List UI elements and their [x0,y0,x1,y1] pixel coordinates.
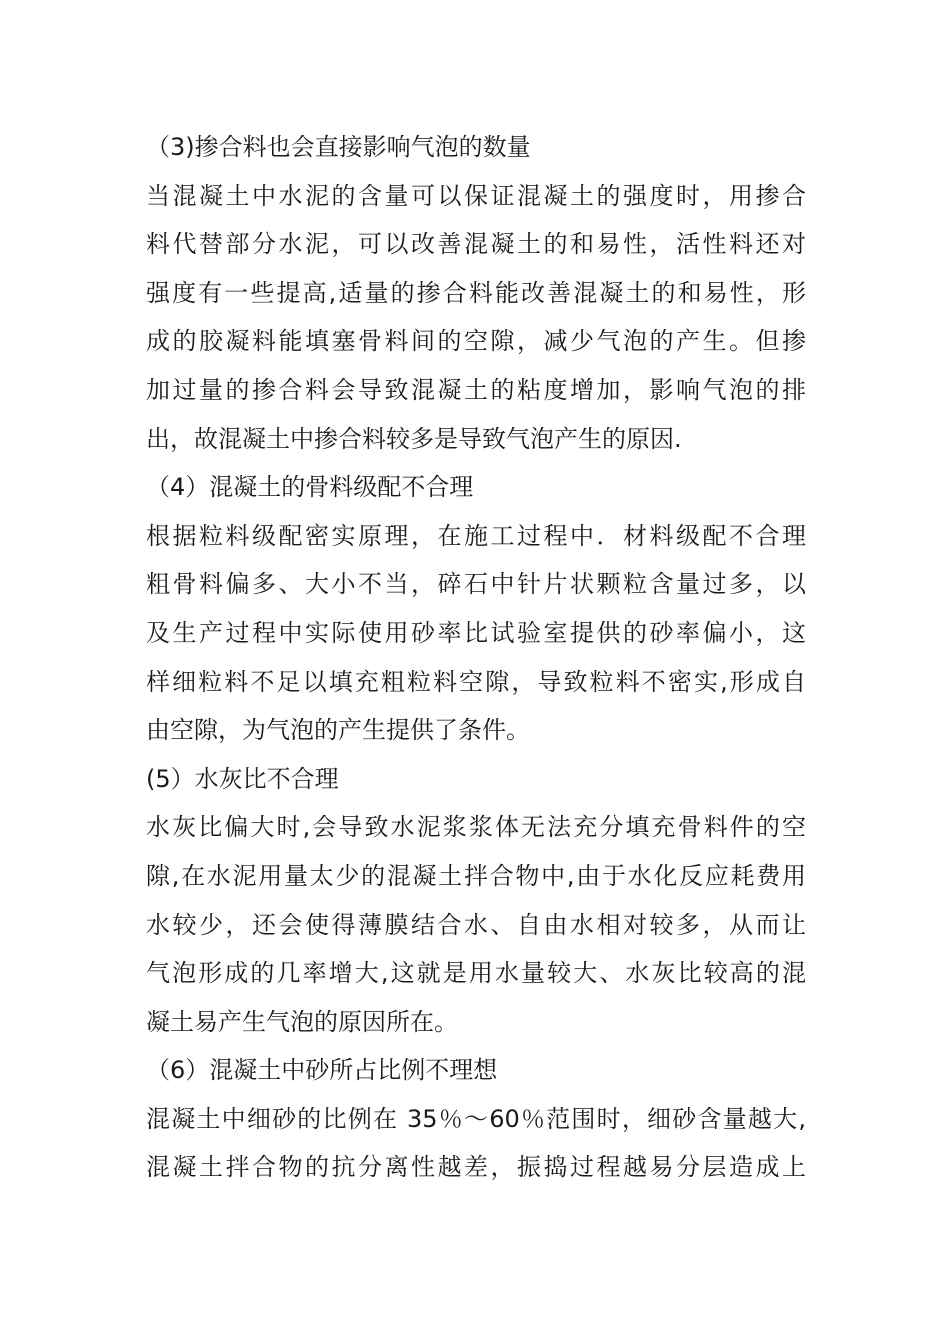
section-heading: (5）水灰比不合理 [146,764,339,793]
paragraph-line: 由空隙，为气泡的产生提供了条件。 [146,716,530,745]
paragraph-line: 当混凝土中水泥的含量可以保证混凝土的强度时，用掺合 [146,181,806,210]
paragraph-line: 料代替部分水泥，可以改善混凝土的和易性，活性料还对 [146,230,806,259]
section-heading: （3)掺合料也会直接影响气泡的数量 [146,133,531,161]
document-body [146,123,806,1192]
paragraph-line: 水较少，还会使得薄膜结合水、自由水相对较多，从而让 [146,910,806,939]
paragraph-line: 及生产过程中实际使用砂率比试验室提供的砂率偏小，这 [146,618,806,647]
paragraph-line: 粗骨料偏多、大小不当，碎石中针片状颗粒含量过多，以 [146,570,806,599]
paragraph-line: 水灰比偏大时,会导致水泥浆浆体无法充分填充骨料件的空 [146,813,806,842]
paragraph-line: 成的胶凝料能填塞骨料间的空隙，减少气泡的产生。但掺 [146,327,806,356]
paragraph-line: 样细粒料不足以填充粗粒料空隙，导致粒料不密实,形成自 [146,667,806,696]
section-heading: （6）混凝土中砂所占比例不理想 [146,1056,498,1085]
section-heading: （4）混凝土的骨料级配不合理 [146,473,474,502]
paragraph-line: 根据粒料级配密实原理，在施工过程中．材料级配不合理 [146,521,806,550]
paragraph-line: 加过量的掺合料会导致混凝土的粘度增加，影响气泡的排 [146,375,806,404]
paragraph-line: 混凝土中细砂的比例在 35％～60％范围时，细砂含量越大, [146,1104,806,1133]
paragraph-line: 隙,在水泥用量太少的混凝土拌合物中,由于水化反应耗费用 [146,861,806,890]
paragraph-line: 凝土易产生气泡的原因所在。 [146,1007,458,1036]
paragraph-line: 气泡形成的几率增大,这就是用水量较大、水灰比较高的混 [146,959,806,988]
paragraph-line: 混凝土拌合物的抗分离性越差，振捣过程越易分层造成上 [146,1153,806,1182]
paragraph-line: 出，故混凝土中掺合料较多是导致气泡产生的原因. [146,424,682,453]
paragraph-line: 强度有一些提高,适量的掺合料能改善混凝土的和易性，形 [146,278,806,307]
